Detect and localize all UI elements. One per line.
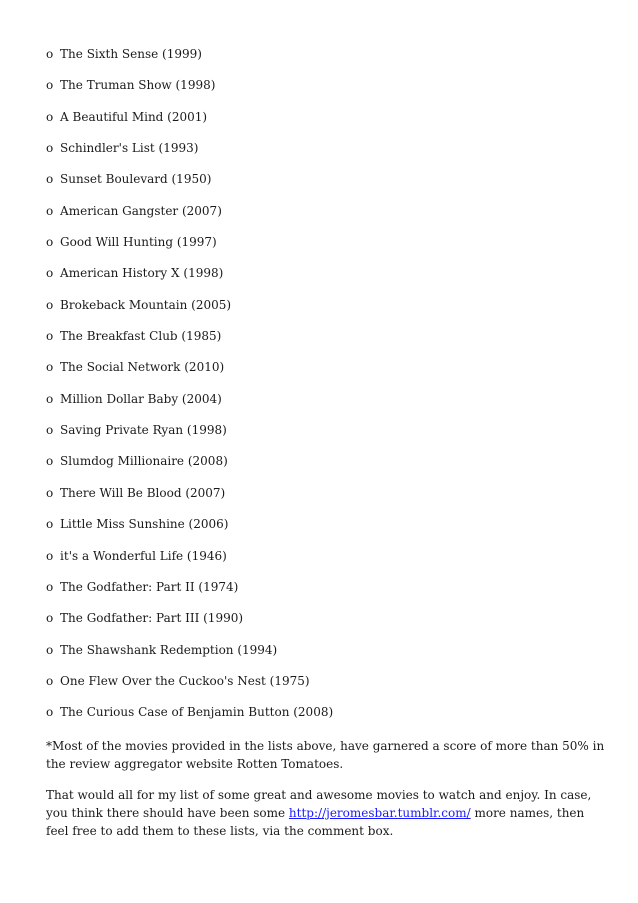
list-bullet: o [46, 360, 58, 375]
movie-title: A Beautiful Mind (2001) [60, 109, 208, 124]
list-bullet: o [46, 611, 58, 626]
list-bullet: o [46, 391, 58, 406]
list-item [46, 671, 333, 702]
list-item [46, 546, 333, 577]
list-bullet: o [46, 235, 58, 250]
movie-title: Sunset Boulevard (1950) [60, 172, 212, 187]
list-item [46, 702, 333, 733]
list-bullet: o [46, 517, 58, 532]
list-item [46, 577, 333, 608]
rotten-tomatoes-note: *Most of the movies provided in the lists above, have garnered a score of more than 50% in the review aggregator website Rotten Tomatoes. [46, 739, 605, 771]
list-item [46, 483, 333, 514]
list-item [46, 44, 333, 75]
list-bullet: o [46, 548, 58, 563]
movie-title: American Gangster (2007) [60, 203, 222, 218]
movie-title: The Godfather: Part II (1974) [60, 579, 239, 594]
movie-title: American History X (1998) [60, 266, 224, 281]
movie-title: Good Will Hunting (1997) [60, 235, 217, 250]
list-item [46, 232, 333, 263]
list-bullet: o [46, 673, 58, 688]
list-bullet: o [46, 329, 58, 344]
list-bullet: o [46, 172, 58, 187]
movie-title: Little Miss Sunshine (2006) [60, 517, 229, 532]
list-bullet: o [46, 454, 58, 469]
list-item [46, 107, 333, 138]
list-item [46, 420, 333, 451]
list-item [46, 263, 333, 294]
list-bullet: o [46, 78, 58, 93]
closing-text-before-link: That would all for my list of some great and awesome movies to watch and enjoy. In case, you think there should have been some [46, 788, 592, 820]
movie-title: it's a Wonderful Life (1946) [60, 548, 227, 563]
movie-title: The Sixth Sense (1999) [60, 47, 202, 61]
list-item [46, 169, 333, 200]
movie-title: The Breakfast Club (1985) [60, 329, 222, 344]
list-bullet: o [46, 141, 58, 156]
movie-title: The Godfather: Part III (1990) [60, 611, 244, 626]
list-bullet: o [46, 642, 58, 657]
list-bullet: o [46, 266, 58, 281]
list-bullet: o [46, 297, 58, 312]
list-bullet: o [46, 705, 58, 720]
blog-link[interactable]: http://jeromesbar.tumblr.com/ [288, 806, 471, 820]
movie-title: Brokeback Mountain (2005) [60, 297, 232, 312]
list-bullet: o [46, 485, 58, 500]
movie-title: The Shawshank Redemption (1994) [60, 642, 278, 657]
movie-list [46, 44, 333, 734]
list-item [46, 357, 333, 388]
list-bullet: o [46, 109, 58, 124]
movie-title: One Flew Over the Cuckoo's Nest (1975) [60, 673, 310, 688]
list-item [46, 640, 333, 671]
list-bullet: o [46, 47, 58, 61]
list-item [46, 451, 333, 482]
movie-title: The Curious Case of Benjamin Button (2008) [60, 705, 334, 720]
movie-title: Saving Private Ryan (1998) [60, 423, 227, 438]
list-bullet: o [46, 203, 58, 218]
movie-title: There Will Be Blood (2007) [60, 485, 226, 500]
movie-title: The Social Network (2010) [60, 360, 225, 375]
list-item [46, 201, 333, 232]
list-item [46, 75, 333, 106]
list-item [46, 608, 333, 639]
list-bullet: o [46, 579, 58, 594]
movie-title: Schindler's List (1993) [60, 141, 199, 156]
list-item [46, 389, 333, 420]
list-item [46, 295, 333, 326]
closing-text-after-link: more names, then feel free to add them to these lists, via the comment box. [46, 806, 585, 838]
movie-title: Million Dollar Baby (2004) [60, 391, 222, 406]
movie-title: Slumdog Millionaire (2008) [60, 454, 228, 469]
closing-paragraph [46, 786, 606, 840]
list-item [46, 326, 333, 357]
list-item [46, 514, 333, 545]
list-item [46, 138, 333, 169]
movie-title: The Truman Show (1998) [60, 78, 216, 93]
list-bullet: o [46, 423, 58, 438]
